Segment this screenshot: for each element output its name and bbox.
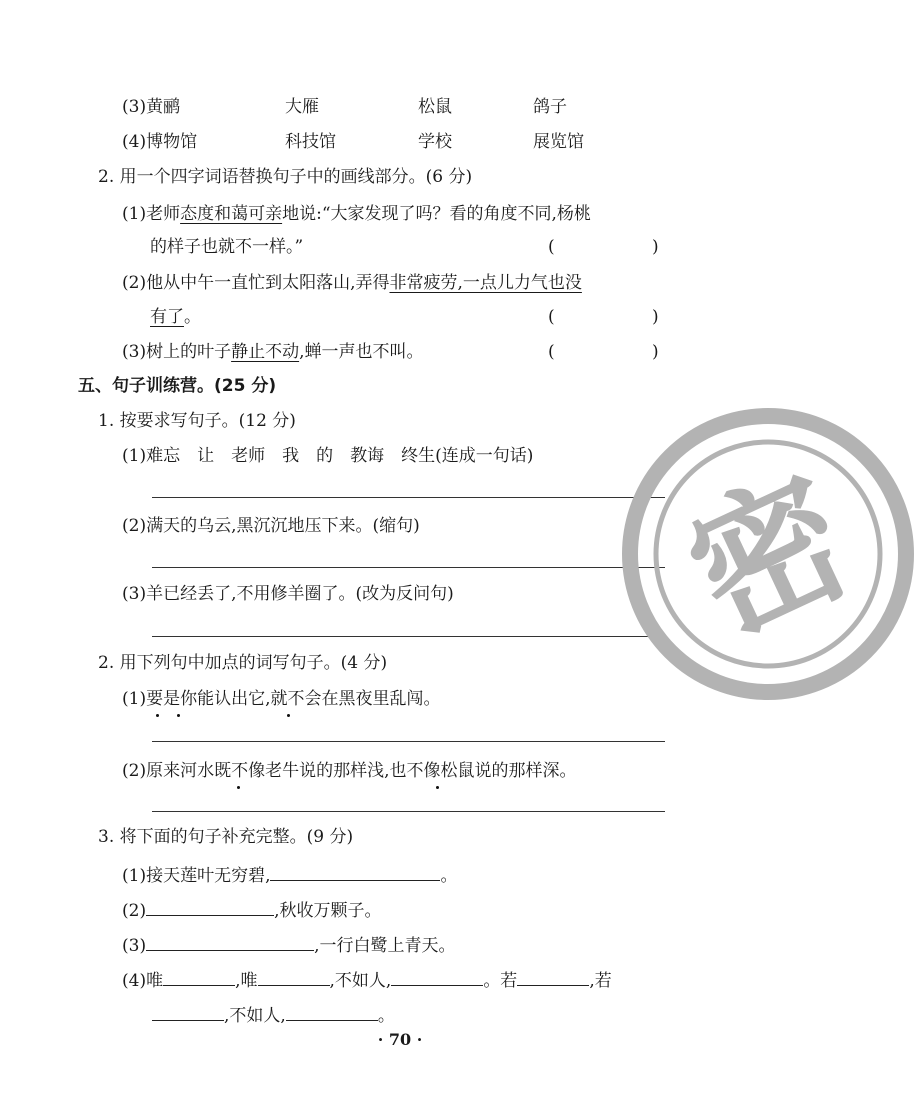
s5-q3-item3-prefix: (3) [122,936,147,956]
s5-q3-item4-text-c: ,不如人, [329,971,392,991]
q2-item2-line1 [122,272,582,294]
q1-row3-item2: 大雁 [285,97,319,117]
q2-item3-line [122,341,424,363]
emphasis-dot [156,714,159,717]
s5-q2-title: 2. 用下列句中加点的词写句子。(4 分) [98,653,388,673]
s5-q1-item2: (2)满天的乌云,黑沉沉地压下来。(缩句) [122,516,420,536]
section5-title: 五、句子训练营。(25 分) [78,376,277,396]
q2-item2-paren-right: ) [652,307,659,327]
confidential-stamp-icon [618,404,918,704]
s5-q3-item4-blank-6[interactable] [286,1002,378,1021]
s5-q3-item1-blank[interactable] [270,862,440,881]
s5-q3-item1 [122,862,457,887]
s5-q2-item1-answer-line[interactable] [152,741,665,742]
emphasis-dot [177,714,180,717]
s5-q3-item4-blank-3[interactable] [391,967,483,986]
q2-item1-paren-left: ( [548,237,555,257]
q2-item3-text-a: (3)树上的叶子 [122,342,232,362]
s5-q3-item3-blank[interactable] [146,932,314,951]
q2-item2-underlined-1: 非常疲劳,一点儿力气也没 [389,273,582,293]
q2-title: 2. 用一个四字词语替换句子中的画线部分。(6 分) [98,167,473,187]
s5-q2-item2: (2)原来河水既不像老牛说的那样浅,也不像松鼠说的那样深。 [122,761,577,781]
q2-item1-line1 [122,203,591,225]
s5-q3-item4-text-f: ,不如人, [224,1006,286,1026]
s5-q1-item1: (1)难忘 让 老师 我 的 教诲 终生(连成一句话) [122,446,534,466]
q2-item1-text-a: (1)老师 [122,204,181,224]
q1-row4-item1: (4)博物馆 [122,132,198,152]
q2-item2-underlined-2: 有了 [150,307,184,327]
emphasis-dot [287,714,290,717]
s5-q3-item4-line1 [122,967,612,992]
s5-q1-title: 1. 按要求写句子。(12 分) [98,411,296,431]
s5-q3-item4-end: 。 [377,1006,395,1026]
s5-q3-item1-end: 。 [440,866,458,886]
q2-item1-line2: 的样子也就不一样。” [150,237,304,257]
s5-q3-item2-text: ,秋收万颗子。 [274,901,382,921]
q2-item3-underlined: 静止不动 [231,342,300,362]
q1-row3-item1: (3)黄鹂 [122,97,181,117]
emphasis-dot [237,786,240,789]
q2-item2-end: 。 [184,307,201,327]
s5-q2-item1: (1)要是你能认出它,就不会在黑夜里乱闯。 [122,689,441,709]
s5-q3-item3 [122,932,456,957]
s5-q3-item4-text-e: ,若 [589,971,612,991]
s5-q3-item4-blank-1[interactable] [163,967,235,986]
page-number: · 70 · [377,1030,423,1049]
stamp-character: 密 [664,447,875,669]
s5-q1-item3-answer-line[interactable] [152,636,665,637]
s5-q1-item3: (3)羊已经丢了,不用修羊圈了。(改为反问句) [122,584,454,604]
q2-item3-paren-left: ( [548,342,555,362]
q1-row3-item4: 鸽子 [533,97,567,117]
s5-q3-item2-blank[interactable] [146,897,274,916]
q1-row4-item2: 科技馆 [285,132,336,152]
s5-q3-item4-text-d: 。若 [483,971,518,991]
s5-q1-item1-answer-line[interactable] [152,497,665,498]
q1-row4-item4: 展览馆 [533,132,584,152]
s5-q3-item3-text: ,一行白鹭上青天。 [314,936,456,956]
s5-q3-item4-text-a: (4)唯 [122,971,164,991]
s5-q3-item1-text: (1)接天莲叶无穷碧, [122,866,271,886]
s5-q2-item2-answer-line[interactable] [152,811,665,812]
q2-item2-text-a: (2)他从中午一直忙到太阳落山,弄得 [122,273,390,293]
q2-item1-underlined: 态度和蔼可亲 [180,204,283,224]
q2-item1-text-b: 地说:“大家发现了吗？看的角度不同,杨桃 [282,204,591,224]
q1-row3-item3: 松鼠 [418,97,452,117]
q2-item2-paren-left: ( [548,307,555,327]
s5-q3-item4-blank-2[interactable] [258,967,330,986]
q2-item3-text-b: ,蝉一声也不叫。 [299,342,424,362]
s5-q3-title: 3. 将下面的句子补充完整。(9 分) [98,827,354,847]
s5-q1-item2-answer-line[interactable] [152,567,665,568]
s5-q3-item2-prefix: (2) [122,901,147,921]
s5-q3-item4-blank-4[interactable] [517,967,589,986]
s5-q3-item4-text-b: ,唯 [235,971,258,991]
q2-item1-paren-right: ) [652,237,659,257]
s5-q3-item4-blank-5[interactable] [152,1002,224,1021]
q2-item3-paren-right: ) [652,342,659,362]
s5-q3-item2 [122,897,382,922]
q2-item2-line2 [150,306,201,328]
s5-q3-item4-line2 [152,1002,395,1027]
q1-row4-item3: 学校 [418,132,452,152]
emphasis-dot [436,786,439,789]
